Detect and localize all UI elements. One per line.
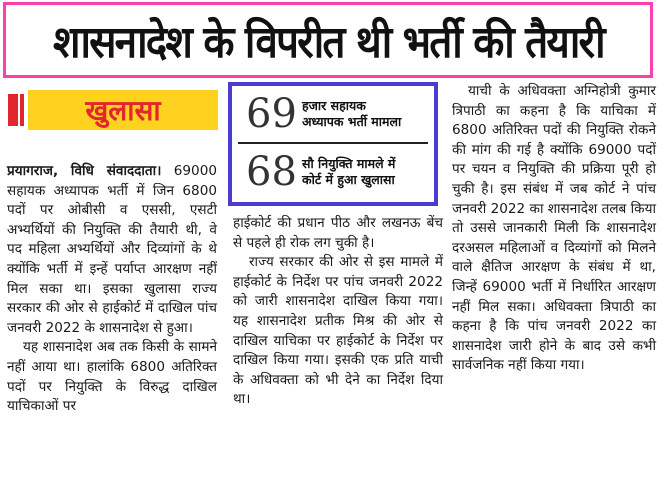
article-column-2: [233, 214, 443, 410]
highlight-text: [296, 98, 401, 130]
tag-accent-bar: [8, 94, 18, 126]
highlight-box: [228, 82, 438, 206]
highlight-row: [232, 86, 434, 142]
tag-accent-bar-thin: [20, 94, 24, 126]
highlight-number: 69: [246, 91, 297, 137]
highlight-number: 68: [246, 149, 297, 195]
article-paragraph: राज्य सरकार की ओर से इस मामले में हाईकोर्ट के निर्देश पर पांच जनवरी 2022 को जारी शासनादेश दाखिल किया गया। यह शासनादेश प्रतीक मिश्र की ओर से दाखिल याचिका पर हाईकोर्ट के निर्देश पर दाखिल किया गया। इसकी एक प्रति याची के अधिवक्ता को भी देने का निर्देश दिया था।: [233, 254, 443, 408]
headline-frame: [3, 2, 653, 78]
highlight-line: अध्यापक भर्ती मामला: [302, 114, 402, 129]
article-paragraph: याची के अधिवक्ता अग्निहोत्री कुमार त्रिपाठी का कहना है कि याचिका में 6800 अतिरिक्त पदों की नियुक्ति रोकने की मांग की गई है क्योंकि 69000 पदों पर चयन व नियुक्ति की प्रक्रिया पूरी हो चुकी है। इस संबंध में जब कोर्ट ने पांच जनवरी 2022 का शासनादेश तलब किया तो उससे जानकारी मिली कि शासनादेश दरअसल महिलाओं व दिव्यांगों को मिलने वाले क्षैतिज आरक्षण के संबंध में था, जिन्हें 69000 भर्ती में निर्धारित आरक्षण नहीं मिल सका। अधिवक्ता त्रिपाठी का कहना है कि पांच जनवरी 2022 का शासनादेश जारी होने के बाद उसे कभी सार्वजनिक नहीं किया गया।: [452, 83, 657, 374]
article-column-3: [452, 82, 656, 376]
article-paragraph: हाईकोर्ट की प्रधान पीठ और लखनऊ बेंच से पहले ही रोक लग चुकी है।: [233, 215, 443, 251]
article-paragraph: 69000 सहायक अध्यापक भर्ती में जिन 6800 पदों पर ओबीसी व एससी, एसटी अभ्यर्थियों की नियुक्ति की तैयारी थी, वे पद महिला अभ्यर्थियों और दिव्यांगों के थे क्योंकि भर्ती में इन्हें पर्याप्त आरक्षण नहीं मिल सका था। इसका खुलासा राज्य सरकार की ओर से हाईकोर्ट में दाखिल पांच जनवरी 2022 के शासनादेश से हुआ।: [7, 163, 217, 336]
highlight-text: [296, 156, 395, 188]
highlight-line: सौ नियुक्ति मामले में: [302, 156, 396, 171]
highlight-line: कोर्ट में हुआ खुलासा: [302, 172, 395, 187]
article-paragraph: यह शासनादेश अब तक किसी के सामने नहीं आया था। हालांकि 6800 अतिरिक्त पदों पर नियुक्ति के विरुद्ध दाखिल याचिकाओं पर: [7, 339, 217, 415]
highlight-line: हजार सहायक: [302, 98, 366, 113]
section-tag: [28, 90, 218, 130]
headline: शासनादेश के विपरीत थी भर्ती की तैयारी: [52, 17, 604, 68]
section-tag-label: खुलासा: [85, 94, 161, 127]
article-column-1: [7, 162, 217, 417]
byline: प्रयागराज, विधि संवाददाता।: [7, 163, 162, 179]
highlight-row: [232, 144, 434, 200]
